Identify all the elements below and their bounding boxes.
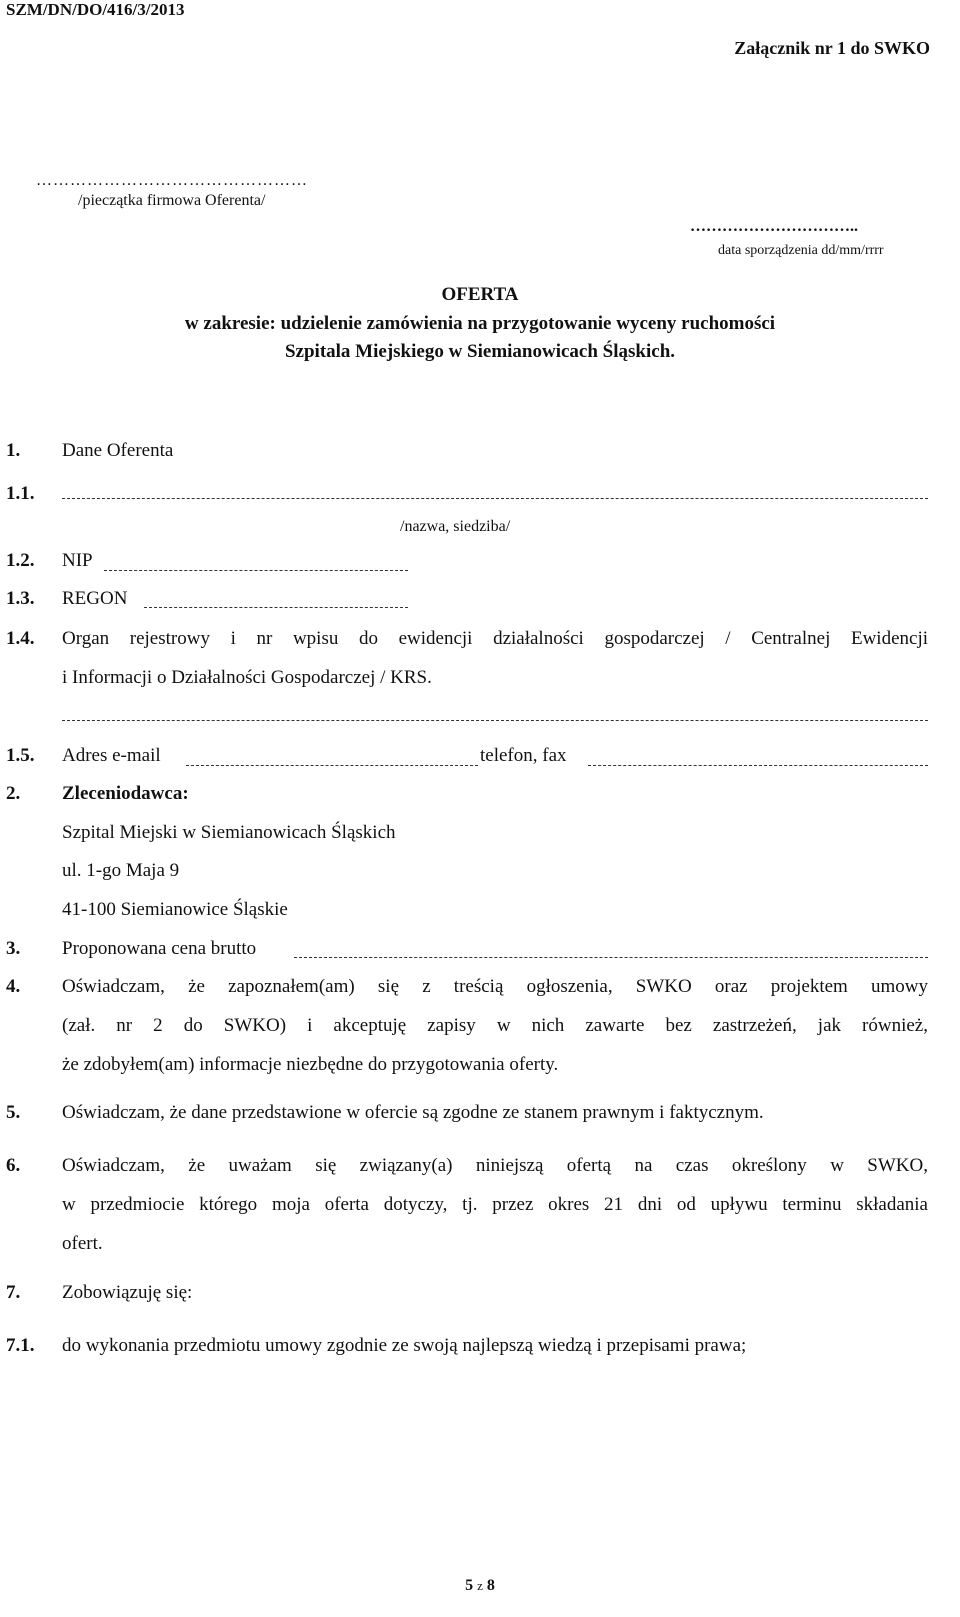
- item-1-2-number: 1.2.: [6, 550, 35, 571]
- declaration-6-line3: ofert.: [62, 1233, 103, 1254]
- regon-field[interactable]: [144, 607, 408, 608]
- section-1-number: 1.: [6, 440, 21, 461]
- regon-label: REGON: [62, 588, 128, 609]
- section-5-number: 5.: [6, 1102, 21, 1123]
- gross-price-label: Proponowana cena brutto: [62, 938, 257, 959]
- contractor-label: Zleceniodawca:: [62, 783, 189, 804]
- declaration-6-line1: Oświadczam, że uważam się związany(a) niniejszą ofertą na czas określony w SWKO,: [62, 1155, 928, 1176]
- document-id: SZM/DN/DO/416/3/2013: [6, 0, 185, 19]
- commitment-label: Zobowiązuję się:: [62, 1282, 193, 1303]
- section-4-number: 4.: [6, 976, 21, 997]
- title-line2: w zakresie: udzielenie zamówienia na przygotowanie wyceny ruchomości: [184, 313, 776, 334]
- phone-fax-label: telefon, fax: [480, 745, 567, 766]
- item-1-4-number: 1.4.: [6, 628, 35, 649]
- phone-fax-field[interactable]: [588, 765, 928, 766]
- gross-price-field[interactable]: [294, 957, 928, 958]
- declaration-6-line2: w przedmiocie którego moja oferta dotyczy, tj. przez okres 21 dni od upływu terminu składania: [62, 1194, 928, 1215]
- declaration-4-line1: Oświadczam, że zapoznałem(am) się z treścią ogłoszenia, SWKO oraz projektem umowy: [62, 976, 928, 997]
- page-current: 5: [465, 1577, 474, 1594]
- registry-text-line2: i Informacji o Działalności Gospodarczej / KRS.: [62, 667, 432, 688]
- commitment-7-1-text: do wykonania przedmiotu umowy zgodnie ze swoją najlepszą wiedzą i przepisami prawa;: [62, 1335, 747, 1356]
- section-3-number: 3.: [6, 938, 21, 959]
- title-line3: Szpitala Miejskiego w Siemianowicach Śląskich.: [284, 341, 676, 362]
- page-of: z: [477, 1578, 483, 1593]
- section-2-number: 2.: [6, 783, 21, 804]
- date-label: data sporządzenia dd/mm/rrrr: [718, 243, 884, 258]
- page-number: [0, 1577, 960, 1595]
- email-field[interactable]: [186, 765, 478, 766]
- title-oferta: OFERTA: [441, 284, 519, 305]
- nip-label: NIP: [62, 550, 93, 571]
- nip-field[interactable]: [104, 570, 408, 571]
- declaration-4-line2: (zał. nr 2 do SWKO) i akceptuję zapisy w nich zawarte bez zastrzeżeń, jak również,: [62, 1015, 928, 1036]
- stamp-dots: …………………………………………: [36, 172, 308, 189]
- email-label: Adres e-mail: [62, 745, 161, 766]
- declaration-5-text: Oświadczam, że dane przedstawione w ofercie są zgodne ze stanem prawnym i faktycznym.: [62, 1102, 764, 1123]
- section-7-number: 7.: [6, 1282, 21, 1303]
- item-1-1-number: 1.1.: [6, 483, 35, 504]
- registry-field[interactable]: [62, 720, 928, 721]
- item-1-5-number: 1.5.: [6, 745, 35, 766]
- registry-text-line1: Organ rejestrowy i nr wpisu do ewidencji działalności gospodarczej / Centralnej Ewidencji: [62, 628, 928, 649]
- section-6-number: 6.: [6, 1155, 21, 1176]
- annex-label: Załącznik nr 1 do SWKO: [734, 38, 930, 58]
- contractor-city: 41-100 Siemianowice Śląskie: [62, 899, 288, 920]
- item-7-1-number: 7.1.: [6, 1335, 35, 1356]
- section-1-label: Dane Oferenta: [62, 440, 174, 461]
- stamp-label: /pieczątka firmowa Oferenta/: [78, 192, 266, 209]
- date-dots: …………………………..: [690, 218, 858, 235]
- name-address-caption: /nazwa, siedziba/: [400, 518, 511, 535]
- contractor-name: Szpital Miejski w Siemianowicach Śląskich: [62, 822, 396, 843]
- contractor-street: ul. 1-go Maja 9: [62, 860, 180, 881]
- item-1-3-number: 1.3.: [6, 588, 35, 609]
- page-total: 8: [486, 1577, 495, 1594]
- name-address-field[interactable]: [62, 498, 928, 499]
- declaration-4-line3: że zdobyłem(am) informacje niezbędne do przygotowania oferty.: [62, 1054, 559, 1075]
